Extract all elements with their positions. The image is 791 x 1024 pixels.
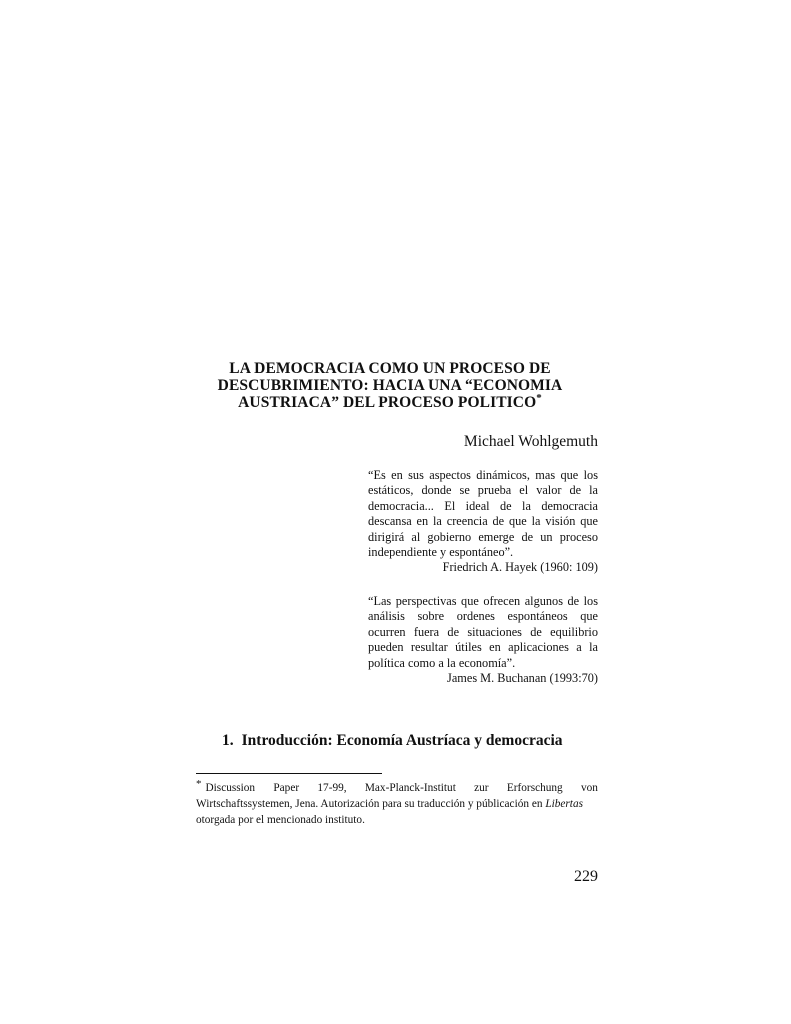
footnote-word: Paper	[273, 782, 300, 794]
footnote-word: von	[580, 782, 598, 794]
footnote-line-1	[196, 780, 598, 796]
section-title: Introducción: Economía Austríaca y democracia	[241, 732, 563, 749]
footnote-mark: *	[196, 778, 202, 790]
author-name: Michael Wohlgemuth	[463, 433, 598, 450]
footnote-word: Erforschung	[506, 782, 563, 794]
title-footnote-mark: *	[536, 391, 542, 404]
footnote-word: Discussion	[205, 782, 256, 794]
epigraph-attribution: James M. Buchanan (1993:70)	[447, 671, 598, 686]
footnote	[196, 780, 598, 828]
footnote-line-3: otorgada por el mencionado instituto.	[196, 814, 365, 826]
article-title	[200, 360, 580, 411]
footnote-word: zur	[474, 782, 489, 794]
section-heading	[222, 732, 563, 750]
page-number: 229	[574, 868, 598, 885]
title-line-1: LA DEMOCRACIA COMO UN PROCESO DE	[229, 360, 551, 377]
footnote-word: 17-99,	[317, 782, 347, 794]
journal-name: Libertas	[545, 798, 583, 810]
title-line-3: AUSTRIACA” DEL PROCESO POLITICO*	[238, 391, 542, 411]
footnote-divider	[196, 773, 382, 774]
epigraph-attribution: Friedrich A. Hayek (1960: 109)	[442, 560, 598, 575]
section-number: 1.	[222, 732, 234, 749]
epigraph-buchanan	[368, 594, 598, 686]
footnote-line-2: Wirtschaftssystemen, Jena. Autorización para su traducción y públicación en Libertas	[196, 798, 583, 810]
title-line-2: DESCUBRIMIENTO: HACIA UNA “ECONOMIA	[217, 377, 563, 394]
epigraph-text: “Es en sus aspectos dinámicos, mas que los estáticos, donde se prueba el valor de la democracia... El ideal de la democracia descansa en la creencia de que la visión que dirigirá al gobierno emerge de un proceso independiente y espontáneo”.	[368, 468, 598, 560]
epigraph-hayek	[368, 468, 598, 576]
epigraph-text: “Las perspectivas que ofrecen algunos de los análisis sobre ordenes espontáneos que ocurren fuera de situaciones de equilibrio pueden resultar útiles en aplicaciones a la política como a la economía”.	[368, 594, 598, 670]
footnote-word: Max-Planck-Institut	[364, 782, 456, 794]
